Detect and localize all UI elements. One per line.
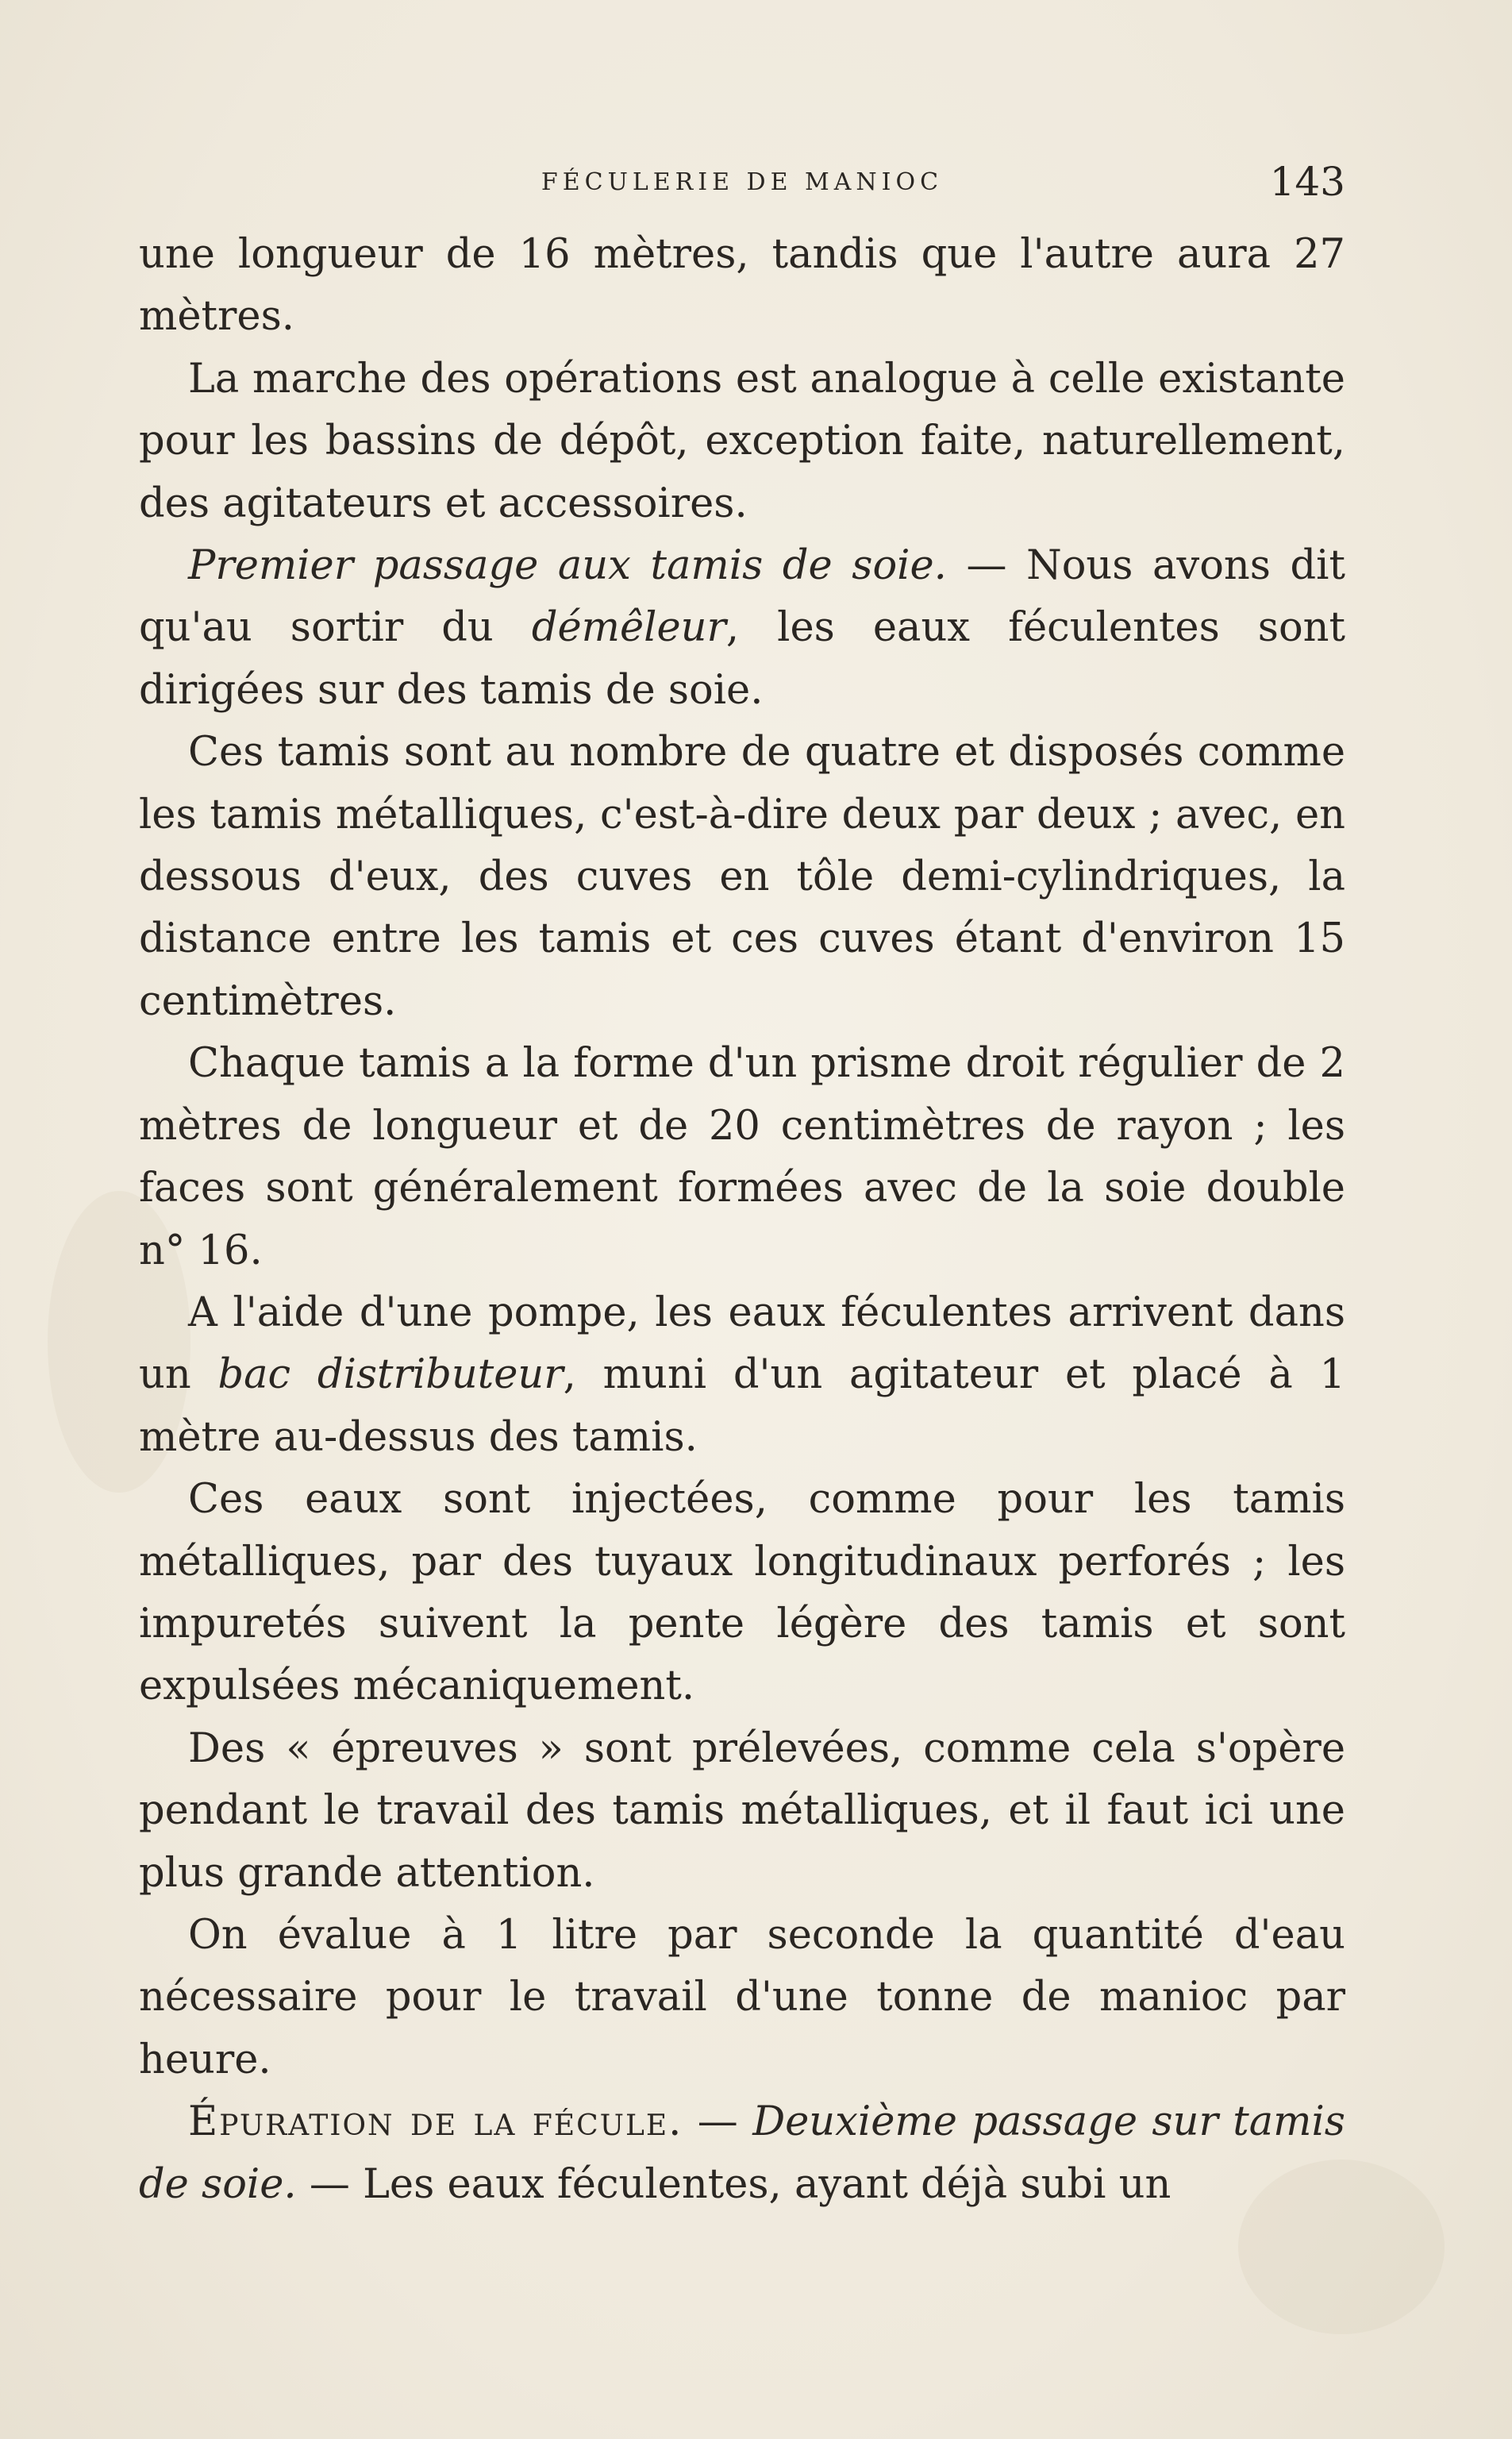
italic-term: démêleur <box>531 604 726 652</box>
paragraph <box>139 535 1345 722</box>
body-text <box>139 224 1345 2216</box>
paragraph-text: Les eaux féculentes, ayant déjà subi un <box>363 2160 1172 2208</box>
paragraph <box>139 2091 1345 2216</box>
italic-term: bac distributeur <box>217 1351 564 1399</box>
paragraph-text: A l'aide d'une pompe, les eaux féculentes arrivent dans un <box>139 1289 1345 1399</box>
page-header <box>139 159 1345 206</box>
paragraph <box>139 1033 1345 1282</box>
paragraph-text: Des « épreuves » sont prélevées, comme cela s'opère pendant le travail des tamis métalliques, et il faut ici une plus grande attention. <box>139 1724 1345 1897</box>
paragraph-text: Ces eaux sont injectées, comme pour les tamis métalliques, par des tuyaux longitudinaux perforés ; les impuretés suivent la pente légère des tamis et sont expulsées mécaniquement. <box>139 1476 1345 1710</box>
section-heading-italic: Premier passage aux tamis de soie. <box>188 542 947 590</box>
paragraph-text: Ces tamis sont au nombre de quatre et disposés comme les tamis métalliques, c'est-à-dire deux par deux ; avec, en dessous d'eux, des cuves en tôle demi-cylindriques, la distance entre les tamis et ces cuves étant d'environ 15 centimètres. <box>139 729 1345 1025</box>
paragraph-text: Chaque tamis a la forme d'un prisme droit régulier de 2 mètres de longueur et de 20 centimètres de rayon ; les faces sont généralement formées avec de la soie double n° 16. <box>139 1040 1345 1274</box>
paragraph-text: une longueur de 16 mètres, tandis que l'autre aura 27 mètres. <box>139 231 1345 341</box>
paragraph <box>139 1718 1345 1905</box>
em-dash: — <box>946 542 1027 590</box>
paragraph <box>139 224 1345 349</box>
page-number: 143 <box>1269 159 1345 205</box>
paragraph <box>139 722 1345 1033</box>
paragraph <box>139 1905 1345 2091</box>
paragraph-text: , les eaux féculentes sont dirigées sur des tamis de soie. <box>139 604 1345 714</box>
subheading-italic: Deuxième passage sur tamis de soie. <box>139 2098 1345 2208</box>
running-head: FÉCULERIE DE MANIOC <box>541 168 944 196</box>
paragraph-text: La marche des opérations est analogue à celle existante pour les bassins de dépôt, exception faite, naturellement, des agitateurs et accessoires. <box>139 355 1345 527</box>
em-dash: — <box>683 2098 753 2146</box>
paragraph-text: Nous avons dit qu'au sortir du <box>139 542 1345 652</box>
paragraph <box>139 1469 1345 1718</box>
paragraph-text: , muni d'un agitateur et placé à 1 mètre au-dessus des tamis. <box>139 1351 1346 1461</box>
paragraph-text: On évalue à 1 litre par seconde la quantité d'eau nécessaire pour le travail d'une tonne de manioc par heure. <box>139 1911 1345 2083</box>
paragraph <box>139 349 1345 535</box>
section-heading-smallcaps: Épuration de la fécule. <box>188 2098 683 2146</box>
em-dash: — <box>296 2160 364 2208</box>
paragraph <box>139 1282 1345 1469</box>
